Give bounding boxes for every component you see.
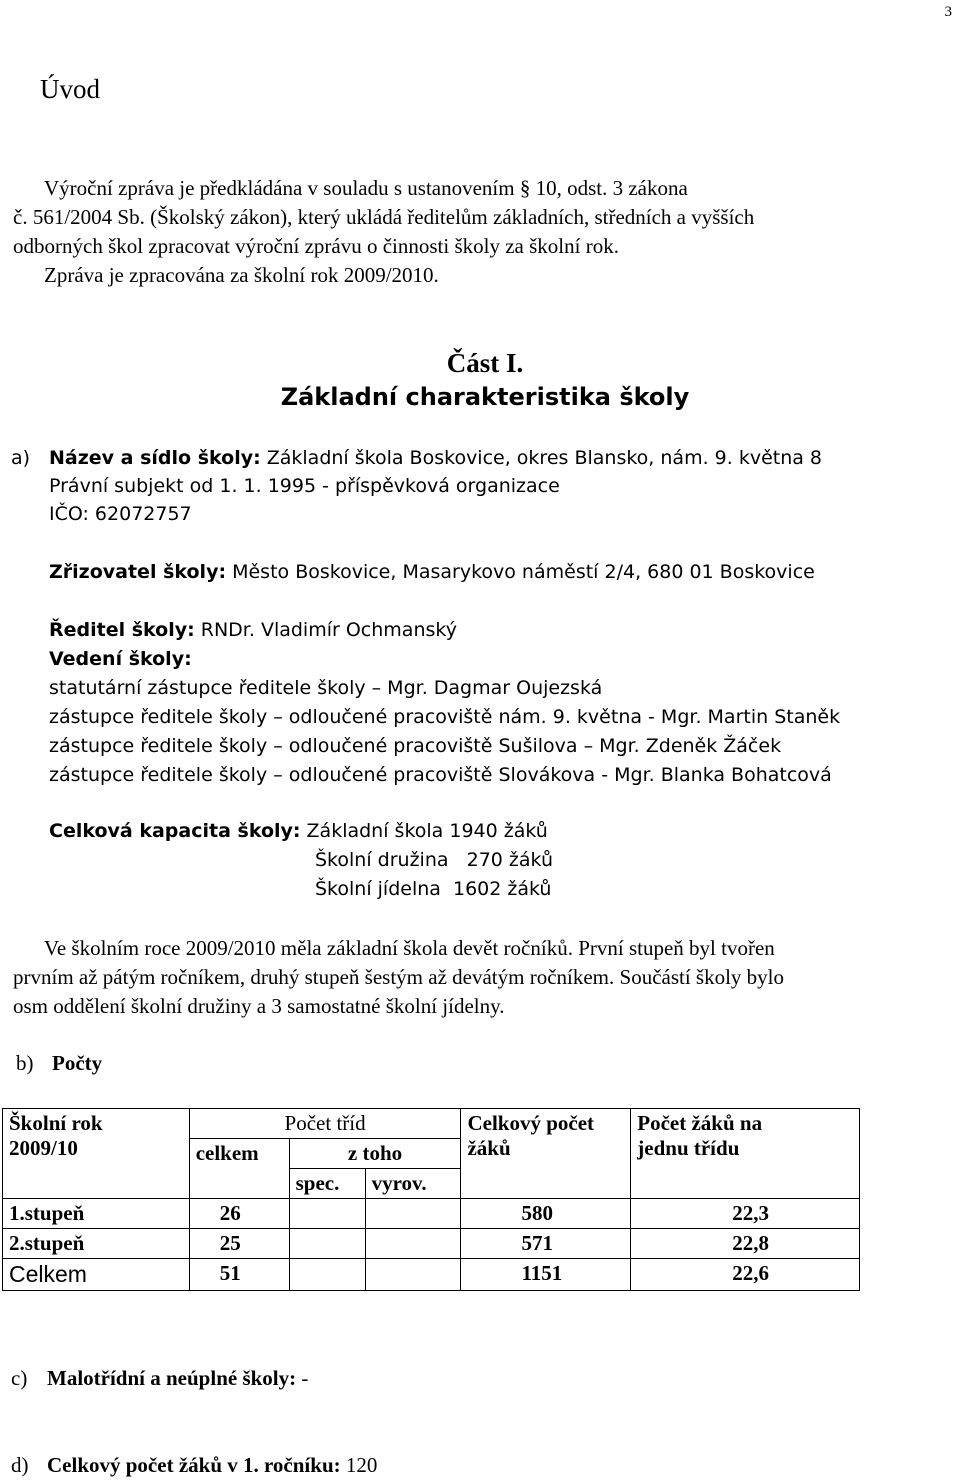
part-subtitle: Základní charakteristika školy — [280, 383, 690, 411]
table-row — [3, 1199, 860, 1229]
section-c-marker: c) — [11, 1366, 28, 1390]
intro-line-2: č. 561/2004 Sb. (Školský zákon), který ukládá ředitelům základních, středních a vyšších — [13, 205, 755, 229]
counts-table — [2, 1108, 860, 1291]
intro-line-3: odborných škol zpracovat výroční zprávu o činnosti školy za školní rok. — [13, 234, 619, 258]
intro-line-4: Zpráva je zpracována za školní rok 2009/2010. — [44, 263, 439, 287]
header-school-year-line-1: Školní rok — [9, 1111, 103, 1135]
header-per-class — [631, 1109, 860, 1199]
section-c-value: - — [296, 1366, 309, 1390]
school-name-label: Název a sídlo školy: — [49, 447, 261, 469]
school-name-value: Základní škola Boskovice, okres Blansko, nám. 9. května 8 — [260, 447, 823, 469]
director-line — [49, 619, 457, 641]
management-line-2: zástupce ředitele školy – odloučené pracoviště nám. 9. května - Mgr. Martin Staněk — [49, 706, 841, 728]
founder-line — [49, 561, 815, 583]
director-label: Ředitel školy: — [49, 619, 195, 641]
header-pupils — [461, 1109, 631, 1199]
capacity-school: Základní škola 1940 žáků — [300, 820, 548, 842]
row-per-class: 22,3 — [631, 1199, 860, 1229]
table-row — [3, 1229, 860, 1259]
intro-line-1: Výroční zpráva je předkládána v souladu s ustanovením § 10, odst. 3 zákona — [44, 176, 688, 200]
header-classes: Počet tříd — [189, 1109, 461, 1139]
row-spec — [289, 1229, 365, 1259]
paragraph-line-1: Ve školním roce 2009/2010 měla základní škola devět ročníků. První stupeň byl tvořen — [44, 936, 775, 960]
capacity-line — [49, 820, 548, 842]
header-pupils-line-2: žáků — [467, 1136, 511, 1160]
director-value: RNDr. Vladimír Ochmanský — [194, 619, 457, 641]
row-classes: 51 — [189, 1259, 289, 1291]
section-b-marker: b) — [16, 1051, 34, 1075]
management-label: Vedení školy: — [49, 648, 192, 670]
row-label: 1.stupeň — [3, 1199, 190, 1229]
ico: IČO: 62072757 — [49, 503, 192, 525]
section-d-line — [47, 1453, 377, 1478]
header-school-year-line-2: 2009/10 — [9, 1136, 78, 1160]
row-pupils: 571 — [461, 1229, 631, 1259]
section-d-marker: d) — [11, 1453, 29, 1477]
header-per-class-line-2: jednu třídu — [637, 1136, 740, 1160]
row-label: Celkem — [3, 1259, 190, 1291]
header-vyrov: vyrov. — [365, 1169, 461, 1199]
founder-label: Zřizovatel školy: — [49, 561, 227, 583]
part-title: Část I. — [446, 348, 524, 378]
row-vyrov — [365, 1199, 461, 1229]
table-row — [3, 1259, 860, 1291]
section-a-marker: a) — [11, 447, 31, 469]
legal-entity: Právní subjekt od 1. 1. 1995 - příspěvková organizace — [49, 475, 560, 497]
header-pupils-line-1: Celkový počet — [467, 1111, 595, 1135]
founder-value: Město Boskovice, Masarykovo náměstí 2/4, 680 01 Boskovice — [226, 561, 815, 583]
section-d-label: Celkový počet žáků v 1. ročníku: — [47, 1453, 341, 1477]
management-line-1: statutární zástupce ředitele školy – Mgr. Dagmar Oujezská — [49, 677, 603, 699]
row-vyrov — [365, 1259, 461, 1291]
header-spec: spec. — [289, 1169, 365, 1199]
header-per-class-line-1: Počet žáků na — [637, 1111, 763, 1135]
row-classes: 25 — [189, 1229, 289, 1259]
section-c-label: Malotřídní a neúplné školy: — [47, 1366, 297, 1390]
header-of-which: z toho — [289, 1139, 461, 1169]
paragraph-line-2: prvním až pátým ročníkem, druhý stupeň šestým až devátým ročníkem. Součástí školy bylo — [13, 965, 785, 989]
header-school-year — [3, 1109, 190, 1199]
page-number: 3 — [944, 4, 952, 20]
management-line-4: zástupce ředitele školy – odloučené pracoviště Slovákova - Mgr. Blanka Bohatcová — [49, 764, 832, 786]
section-d-value: 120 — [340, 1453, 378, 1477]
row-label: 2.stupeň — [3, 1229, 190, 1259]
table-header-row-1 — [3, 1109, 860, 1139]
row-vyrov — [365, 1229, 461, 1259]
row-spec — [289, 1199, 365, 1229]
row-spec — [289, 1259, 365, 1291]
management-line-3: zástupce ředitele školy – odloučené pracoviště Sušilova – Mgr. Zdeněk Žáček — [49, 735, 782, 757]
capacity-canteen: Školní jídelna 1602 žáků — [315, 878, 552, 900]
school-name-line — [49, 447, 822, 469]
capacity-club: Školní družina 270 žáků — [315, 849, 554, 871]
row-per-class: 22,8 — [631, 1229, 860, 1259]
row-pupils: 580 — [461, 1199, 631, 1229]
paragraph-line-3: osm oddělení školní družiny a 3 samostatné školní jídelny. — [13, 994, 505, 1018]
page-heading: Úvod — [40, 74, 100, 104]
row-pupils: 1151 — [461, 1259, 631, 1291]
row-per-class: 22,6 — [631, 1259, 860, 1291]
section-c-line — [47, 1366, 308, 1391]
section-b-title: Počty — [52, 1051, 103, 1075]
capacity-label: Celková kapacita školy: — [49, 820, 301, 842]
header-classes-total: celkem — [189, 1139, 289, 1199]
row-classes: 26 — [189, 1199, 289, 1229]
